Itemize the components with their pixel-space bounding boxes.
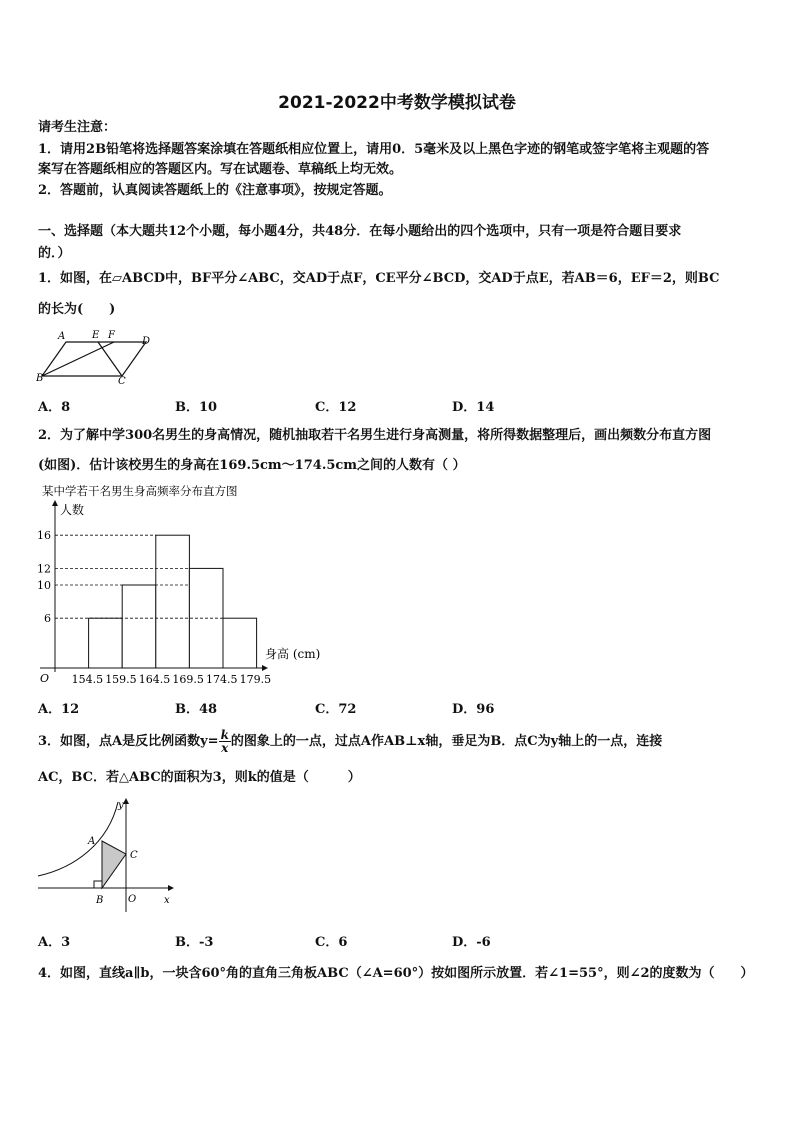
label-a: A [88,836,96,847]
x-tick-label: 174.5 [206,673,238,686]
option-b[interactable]: B．48 [175,702,218,717]
question-1-text-cont: 的长为( ) [38,302,116,317]
histogram-bar [89,618,123,668]
label-o: O [128,894,137,905]
histogram-chart [0,482,340,692]
notice-heading: 请考生注意： [38,120,117,135]
fraction-k-over-x: $\frac{k}{x}$ [220,728,229,755]
notice-item: 案写在答题纸相应的答题区内。写在试题卷、草稿纸上均无效。 [38,162,403,177]
section-heading: 一、选择题（本大题共12个小题，每小题4分，共48分．在每小题给出的四个选项中，只有一项是符合题目要求 [38,224,682,239]
option-b[interactable]: B．10 [175,400,218,415]
histogram-bar [122,585,156,668]
page-title: 2021-2022中考数学模拟试卷 [278,93,516,113]
option-c[interactable]: C．72 [315,702,357,717]
y-axis-label: 人数 [60,503,85,517]
option-d[interactable]: D．96 [452,702,495,717]
section-heading-cont: 的．） [38,246,71,261]
y-tick-label: 10 [37,579,51,592]
notice-item: 1．请用2B铅笔将选择题答案涂填在答题纸相应位置上，请用0．5毫米及以上黑色字迹的钢笔或签字笔将主观题的答 [38,142,710,157]
option-b[interactable]: B．-3 [175,935,214,950]
question-3-text [38,728,662,756]
x-axis-arrow [262,665,268,671]
x-axis-label: 身高 (cm) [265,647,321,661]
y-tick-label: 6 [44,612,51,626]
question-4-text: 4．如图，直线a∥b，一块含60°角的直角三角板ABC（∠A=60°）按如图所示放置．若∠1=55°，则∠2的度数为（ ） [38,966,754,981]
histogram-bar [156,535,190,668]
question-3-prefix: 3．如图，点A是反比例函数y= [38,734,219,749]
parallelogram-figure [36,326,156,386]
question-2-text: 2．为了解中学300名男生的身高情况，随机抽取若干名男生进行身高测量，将所得数据整理后，画出频数分布直方图 [38,428,712,443]
x-tick-label: 169.5 [172,673,204,686]
hyperbola-figure [34,796,184,914]
label-c: C [118,376,126,386]
x-tick-label: 154.5 [71,673,104,686]
y-tick-label: 16 [37,529,51,543]
label-e: E [92,330,100,341]
question-3-text-cont: AC，BC．若△ABC的面积为3，则k的值是（ ） [38,770,361,785]
option-c[interactable]: C．6 [315,935,348,950]
question-1-text: 1．如图，在▱ABCD中，BF平分∠ABC，交AD于点F，CE平分∠BCD，交AD于点E，若AB＝6，EF＝2，则BC [38,271,720,286]
x-tick-label: 179.5 [239,673,272,686]
option-c[interactable]: C．12 [315,400,357,415]
option-a[interactable]: A．8 [38,400,71,415]
label-a: A [58,331,66,342]
notice-item: 2．答题前，认真阅读答题纸上的《注意事项》，按规定答题。 [38,183,392,198]
label-d: D [142,336,151,347]
option-a[interactable]: A．12 [38,702,80,717]
question-2-text-cont: (如图)．估计该校男生的身高在169.5cm～174.5cm之间的人数有（ ） [38,458,466,473]
option-d[interactable]: D．-6 [452,935,491,950]
label-b: B [96,895,104,906]
x-tick-label: 164.5 [138,673,171,686]
histogram-bar [223,618,257,668]
chart-title: 某中学若干名男生身高频率分布直方图 [42,484,238,498]
origin-label: O [40,672,50,685]
y-tick-label: 12 [37,562,51,576]
label-b: B [36,373,44,384]
option-a[interactable]: A．3 [38,935,71,950]
label-c: C [130,850,138,861]
x-tick-label: 159.5 [105,673,137,686]
question-3-suffix: 的图象上的一点，过点A作AB⊥x轴，垂足为B．点C为y轴上的一点，连接 [230,734,663,749]
label-f: F [108,330,115,341]
label-y: y [118,800,124,811]
option-d[interactable]: D．14 [452,400,495,415]
y-axis-arrow [52,500,58,506]
label-x: x [164,895,170,906]
